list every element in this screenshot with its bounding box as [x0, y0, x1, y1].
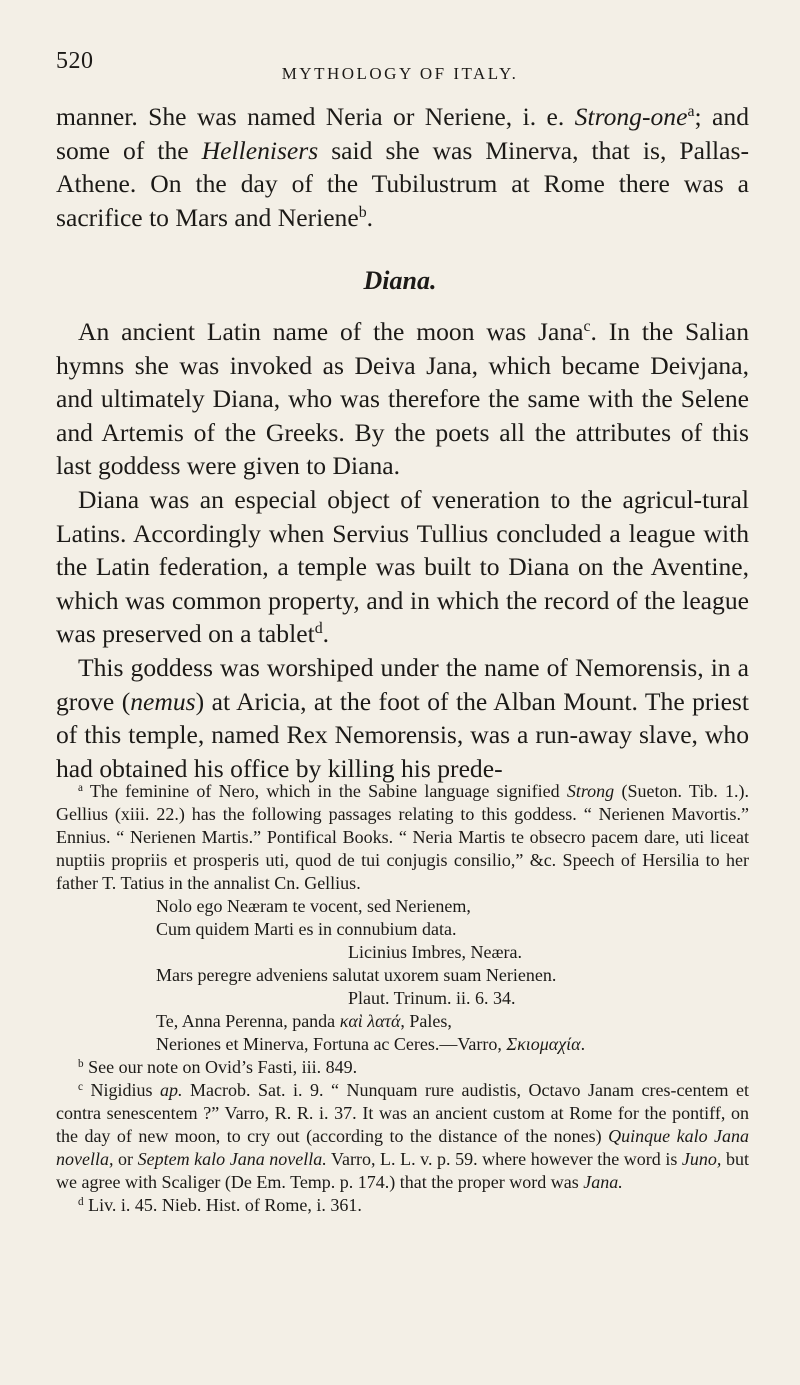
text-run: The feminine of Nero, which in the Sabine language signified [82, 781, 567, 801]
text-run: manner. She was named Neria or Neriene, i. e. [56, 102, 575, 131]
text-run: or [113, 1149, 138, 1169]
text-run: Nigidius [82, 1080, 160, 1100]
footnote-a [56, 780, 749, 895]
text-run: . [322, 619, 330, 649]
greek-run: καὶ λατά [339, 1011, 401, 1031]
paragraph-nemorensis [56, 651, 749, 785]
verse-source: Licinius Imbres, Neæra. [348, 942, 522, 962]
text-run: Liv. i. 45. Nieb. Hist. of Rome, i. 361. [83, 1195, 362, 1215]
footnote-c [56, 1079, 749, 1194]
italic-run: ap. [160, 1080, 183, 1100]
footnotes [56, 780, 749, 1217]
verse-line: Cum quidem Marti es in connubium data. [156, 919, 457, 939]
italic-run: nemus [130, 686, 196, 716]
footnote-mark: c [78, 1081, 83, 1093]
verse-line [56, 1010, 749, 1033]
text-run: ; and some of the [56, 102, 749, 165]
italic-run: Strong [566, 781, 615, 801]
text-run: said she was Minerva, that is, Pallas-Athene. On the day of the Tubilustrum at Rome there was a sacrifice to Mars and Neriene [56, 135, 750, 232]
page-number: 520 [56, 48, 94, 74]
text-run: Neriones et Minerva, Fortuna ac Ceres.—Varro, [156, 1034, 507, 1054]
italic-run: Jana. [583, 1172, 623, 1192]
verse-line: Mars peregre adveniens salutat uxorem suam Nerienen. [156, 965, 557, 985]
greek-run: Σκιομαχία [506, 1034, 581, 1054]
text-run: . [366, 202, 374, 232]
text-run: ) at Aricia, at the foot of the Alban Mount. The priest of this temple, named Rex Nemorensis, was a run-away slave, who had obtained his office by killing his prede- [56, 686, 749, 783]
footnote-d [56, 1194, 749, 1217]
paragraph-neria [56, 100, 749, 234]
text-run: . In the Salian hymns she was invoked as Deiva Jana, which became Deivjana, and ultimately Diana, who was therefore the same with the Selene and Artemis of the Greeks. By the poets all the attributes of this last goddess were given to Diana. [56, 317, 750, 481]
footnote-ref-a: a [687, 103, 695, 120]
footnote-mark: b [78, 1058, 84, 1070]
footnote-ref-b: b [358, 203, 367, 221]
verse-line: Nolo ego Neæram te vocent, sed Nerienem, [156, 896, 471, 916]
text-run: Diana was an especial object of veneration to the agricul-tural Latins. Accordingly when Servius Tullius concluded a league with the Latin federation, a temple was built to Diana on the Aventine, which was common property, and in which the record of the league was preserved on a tablet [56, 484, 749, 649]
text-run: but we agree with Scaliger (De Em. Temp. p. 174.) that the proper word was [56, 1149, 749, 1192]
footnote-ref-c: c [583, 318, 591, 335]
text-run: (Sueton. Tib. 1.). Gellius (xiii. 22.) has the following passages relating to this goddess. “ Nerienen Mavortis.” Ennius. “ Nerienen Martis.” Pontifical Books. “ Neria Martis te obsecro pacem dare, uti liceat nuptiis propriis et prosperis uti, quod de tui conjugis consilio,” &c. Speech of Hersilia to her father T. Tatius in the annalist Cn. Gellius. [56, 781, 749, 893]
text-run: . [580, 1034, 586, 1054]
footnote-mark: d [78, 1196, 84, 1208]
running-head: MYTHOLOGY OF ITALY. [281, 64, 519, 83]
text-run: This goddess was worshiped under the name of Nemorensis, in a grove ( [56, 652, 749, 716]
text-run: An ancient Latin name of the moon was Jana [78, 317, 584, 346]
italic-run: Quinque kalo Jana novella, [56, 1126, 750, 1169]
text-run: Varro, L. L. v. p. 59. where however the word is [326, 1149, 682, 1169]
footnote-mark: a [78, 782, 83, 794]
footnote-b [56, 1056, 749, 1079]
italic-run: Hellenisers [201, 135, 319, 165]
verse-source: Plaut. Trinum. ii. 6. 34. [348, 988, 516, 1008]
diana-section-body [56, 315, 749, 785]
italic-run: Juno, [681, 1149, 722, 1169]
text-run: , Pales, [400, 1011, 452, 1031]
paragraph-latins [56, 483, 749, 651]
text-run: Te, Anna Perenna, panda [156, 1011, 340, 1031]
verse-line [56, 1033, 749, 1056]
text-run: Macrob. Sat. i. 9. “ Nunquam rure audistis, Octavo Janam cres-centem et contra senescentem ?” Varro, R. R. i. 37. It was an ancient custom at Rome for the pontiff, on the day of new moon, to cry out (according to the distance of the nones) [56, 1080, 749, 1146]
paragraph-jana [56, 315, 749, 483]
text-run: See our note on Ovid’s Fasti, iii. 849. [83, 1057, 358, 1077]
section-heading-diana: Diana. [363, 266, 437, 295]
italic-run: Septem kalo Jana novella. [137, 1149, 327, 1169]
italic-run: Strong-one [574, 102, 688, 131]
footnote-ref-d: d [314, 620, 323, 638]
